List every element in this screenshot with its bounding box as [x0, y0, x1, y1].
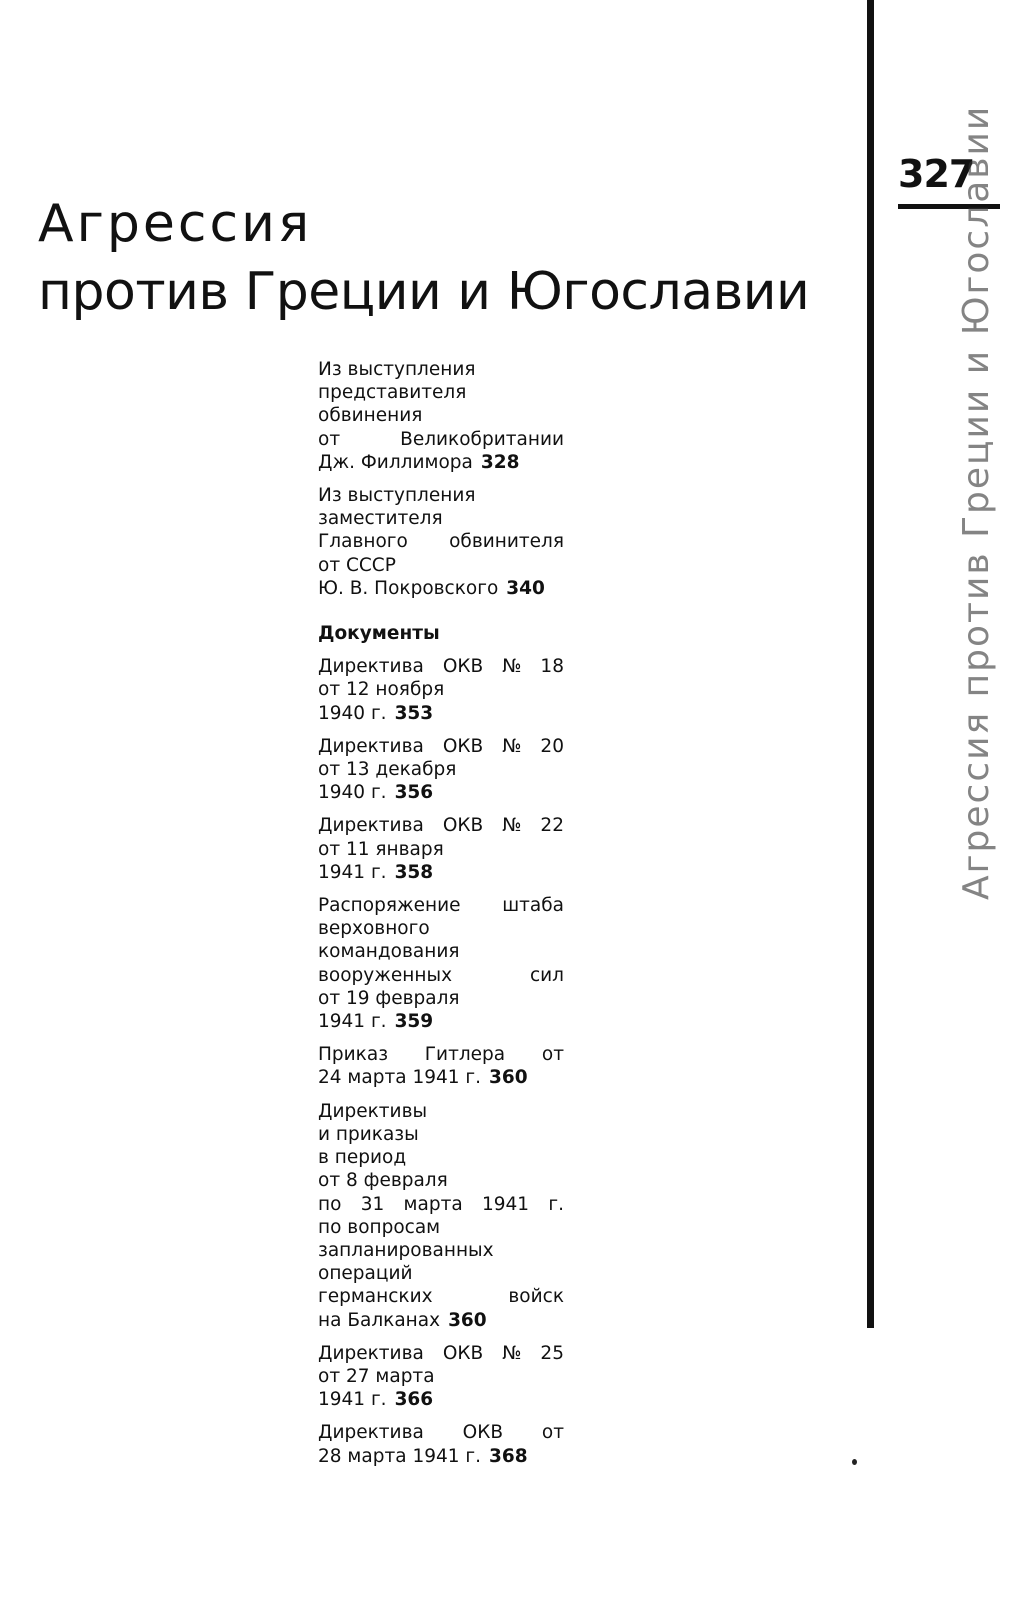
toc-entry-text: 1941 г.: [318, 1389, 387, 1411]
toc-page-number: 359: [394, 1011, 434, 1033]
toc-page-number: 360: [448, 1309, 487, 1331]
toc-page-number: 358: [394, 861, 434, 883]
toc-entry-line: [318, 577, 564, 600]
toc-entry: [318, 358, 564, 474]
toc-entry-text: 1940 г.: [318, 782, 387, 804]
toc-entry-line: [318, 1421, 564, 1444]
chapter-title-line-1: Агрессия: [38, 194, 313, 254]
toc-page-number: 360: [489, 1067, 528, 1089]
speeches-list: [318, 358, 564, 600]
toc-entry-text: от 19 февраля: [318, 987, 460, 1009]
toc-entry-text: Директива ОКВ № 18: [318, 656, 564, 678]
toc-entry-line: [318, 987, 564, 1010]
toc-entry-line: [318, 1309, 564, 1332]
toc-page-number: 368: [489, 1445, 528, 1467]
toc-entry-line: [318, 1010, 564, 1033]
toc-entry-line: [318, 451, 564, 474]
toc-entry-text: от Великобритании: [318, 428, 564, 450]
toc-entry-line: [318, 484, 564, 507]
documents-list: [318, 655, 564, 1468]
toc-entry-text: представителя: [318, 382, 467, 404]
toc-entry-line: [318, 1239, 564, 1262]
toc-entry-line: [318, 1216, 564, 1239]
toc-entry-text: от 8 февраля: [318, 1170, 448, 1192]
toc-entry-text: 1940 г.: [318, 702, 387, 724]
toc-entry-text: операций: [318, 1263, 413, 1285]
toc-entry-text: 24 марта 1941 г.: [318, 1067, 482, 1089]
toc-entry: [318, 1043, 564, 1089]
toc-entry-line: [318, 1066, 564, 1089]
toc-entry-line: [318, 1169, 564, 1192]
toc-entry-text: от 11 января: [318, 838, 444, 860]
toc-entry-line: [318, 1100, 564, 1123]
toc-entry-line: [318, 530, 564, 553]
toc-entry: [318, 1100, 564, 1332]
toc-entry-line: [318, 358, 564, 381]
toc-entry: [318, 735, 564, 805]
toc-entry-text: Из выступления: [318, 359, 476, 380]
toc-entry-line: [318, 554, 564, 577]
toc-page-number: 366: [394, 1389, 434, 1411]
toc-entry-line: [318, 964, 564, 987]
toc-entry-line: [318, 894, 564, 917]
toc-entry-line: [318, 381, 564, 404]
toc-entry-line: [318, 678, 564, 701]
toc-entry-text: и приказы: [318, 1123, 419, 1145]
toc-entry-text: 1941 г.: [318, 861, 387, 883]
toc-entry-text: Директива ОКВ от: [318, 1422, 564, 1444]
toc-entry-line: [318, 1043, 564, 1066]
toc-entry-text: от 12 ноября: [318, 679, 445, 701]
toc-entry-text: Директивы: [318, 1100, 428, 1122]
toc-entry-text: Распоряжение штаба: [318, 895, 564, 917]
toc-entry-line: [318, 655, 564, 678]
toc-entry-text: 1941 г.: [318, 1011, 387, 1033]
toc-entry: [318, 655, 564, 725]
toc-entry-text: по 31 марта 1941 г.: [318, 1193, 564, 1215]
table-of-contents: [318, 358, 564, 1478]
toc-entry-text: от СССР: [318, 554, 396, 576]
toc-entry-text: 28 марта 1941 г.: [318, 1445, 482, 1467]
toc-entry: [318, 1421, 564, 1467]
toc-entry-text: от 13 декабря: [318, 759, 457, 781]
toc-entry-text: заместителя: [318, 508, 443, 530]
toc-entry-text: Директива ОКВ № 20: [318, 735, 564, 757]
toc-entry-text: от 27 марта: [318, 1365, 435, 1387]
toc-entry-text: вооруженных сил: [318, 964, 564, 986]
toc-entry-line: [318, 781, 564, 804]
chapter-title: [38, 190, 809, 326]
toc-entry-line: [318, 404, 564, 427]
toc-entry: [318, 814, 564, 884]
toc-entry: [318, 1342, 564, 1412]
toc-entry: [318, 894, 564, 1033]
toc-entry-line: [318, 861, 564, 884]
toc-entry-line: [318, 1123, 564, 1146]
toc-entry-line: [318, 940, 564, 963]
toc-entry-line: [318, 735, 564, 758]
toc-entry-text: Директива ОКВ № 25: [318, 1342, 564, 1364]
toc-entry-text: командования: [318, 941, 460, 963]
toc-entry-line: [318, 1262, 564, 1285]
toc-page-number: 328: [480, 451, 520, 473]
toc-entry-text: Директива ОКВ № 22: [318, 815, 564, 837]
toc-entry-text: германских войск: [318, 1286, 564, 1308]
print-speck: [852, 1459, 857, 1465]
documents-heading: Документы: [318, 623, 440, 645]
toc-entry-line: [318, 1445, 564, 1468]
toc-entry-line: [318, 758, 564, 781]
toc-entry-text: Приказ Гитлера от: [318, 1044, 564, 1066]
chapter-title-line-2: против Греции и Югославии: [38, 262, 810, 322]
toc-entry-text: Ю. В. Покровского: [318, 577, 499, 599]
toc-entry-text: верховного: [318, 918, 430, 940]
toc-entry-text: Из выступления: [318, 485, 476, 507]
page-number: 327: [898, 152, 975, 196]
toc-entry: [318, 484, 564, 600]
toc-entry-text: Дж. Филлимора: [318, 451, 473, 473]
toc-entry-text: на Балканах: [318, 1309, 441, 1331]
toc-page-number: 353: [394, 702, 434, 724]
toc-entry-text: по вопросам: [318, 1216, 441, 1238]
toc-entry-line: [318, 1285, 564, 1308]
toc-entry-line: [318, 838, 564, 861]
toc-entry-text: запланированных: [318, 1239, 494, 1261]
toc-entry-text: в период: [318, 1147, 407, 1169]
toc-entry-line: [318, 1193, 564, 1216]
toc-entry-line: [318, 1342, 564, 1365]
toc-entry-text: обвинения: [318, 405, 423, 427]
vertical-rule: [867, 0, 874, 1328]
toc-entry-line: [318, 1146, 564, 1169]
toc-entry-line: [318, 1365, 564, 1388]
toc-entry-text: Главного обвинителя: [318, 531, 564, 553]
toc-entry-line: [318, 917, 564, 940]
running-head: Агрессия против Греции и Югославии: [956, 104, 997, 900]
toc-entry-line: [318, 428, 564, 451]
toc-page-number: 340: [506, 577, 545, 599]
toc-entry-line: [318, 1388, 564, 1411]
toc-page-number: 356: [394, 782, 434, 804]
toc-entry-line: [318, 814, 564, 837]
toc-entry-line: [318, 702, 564, 725]
toc-entry-line: [318, 507, 564, 530]
